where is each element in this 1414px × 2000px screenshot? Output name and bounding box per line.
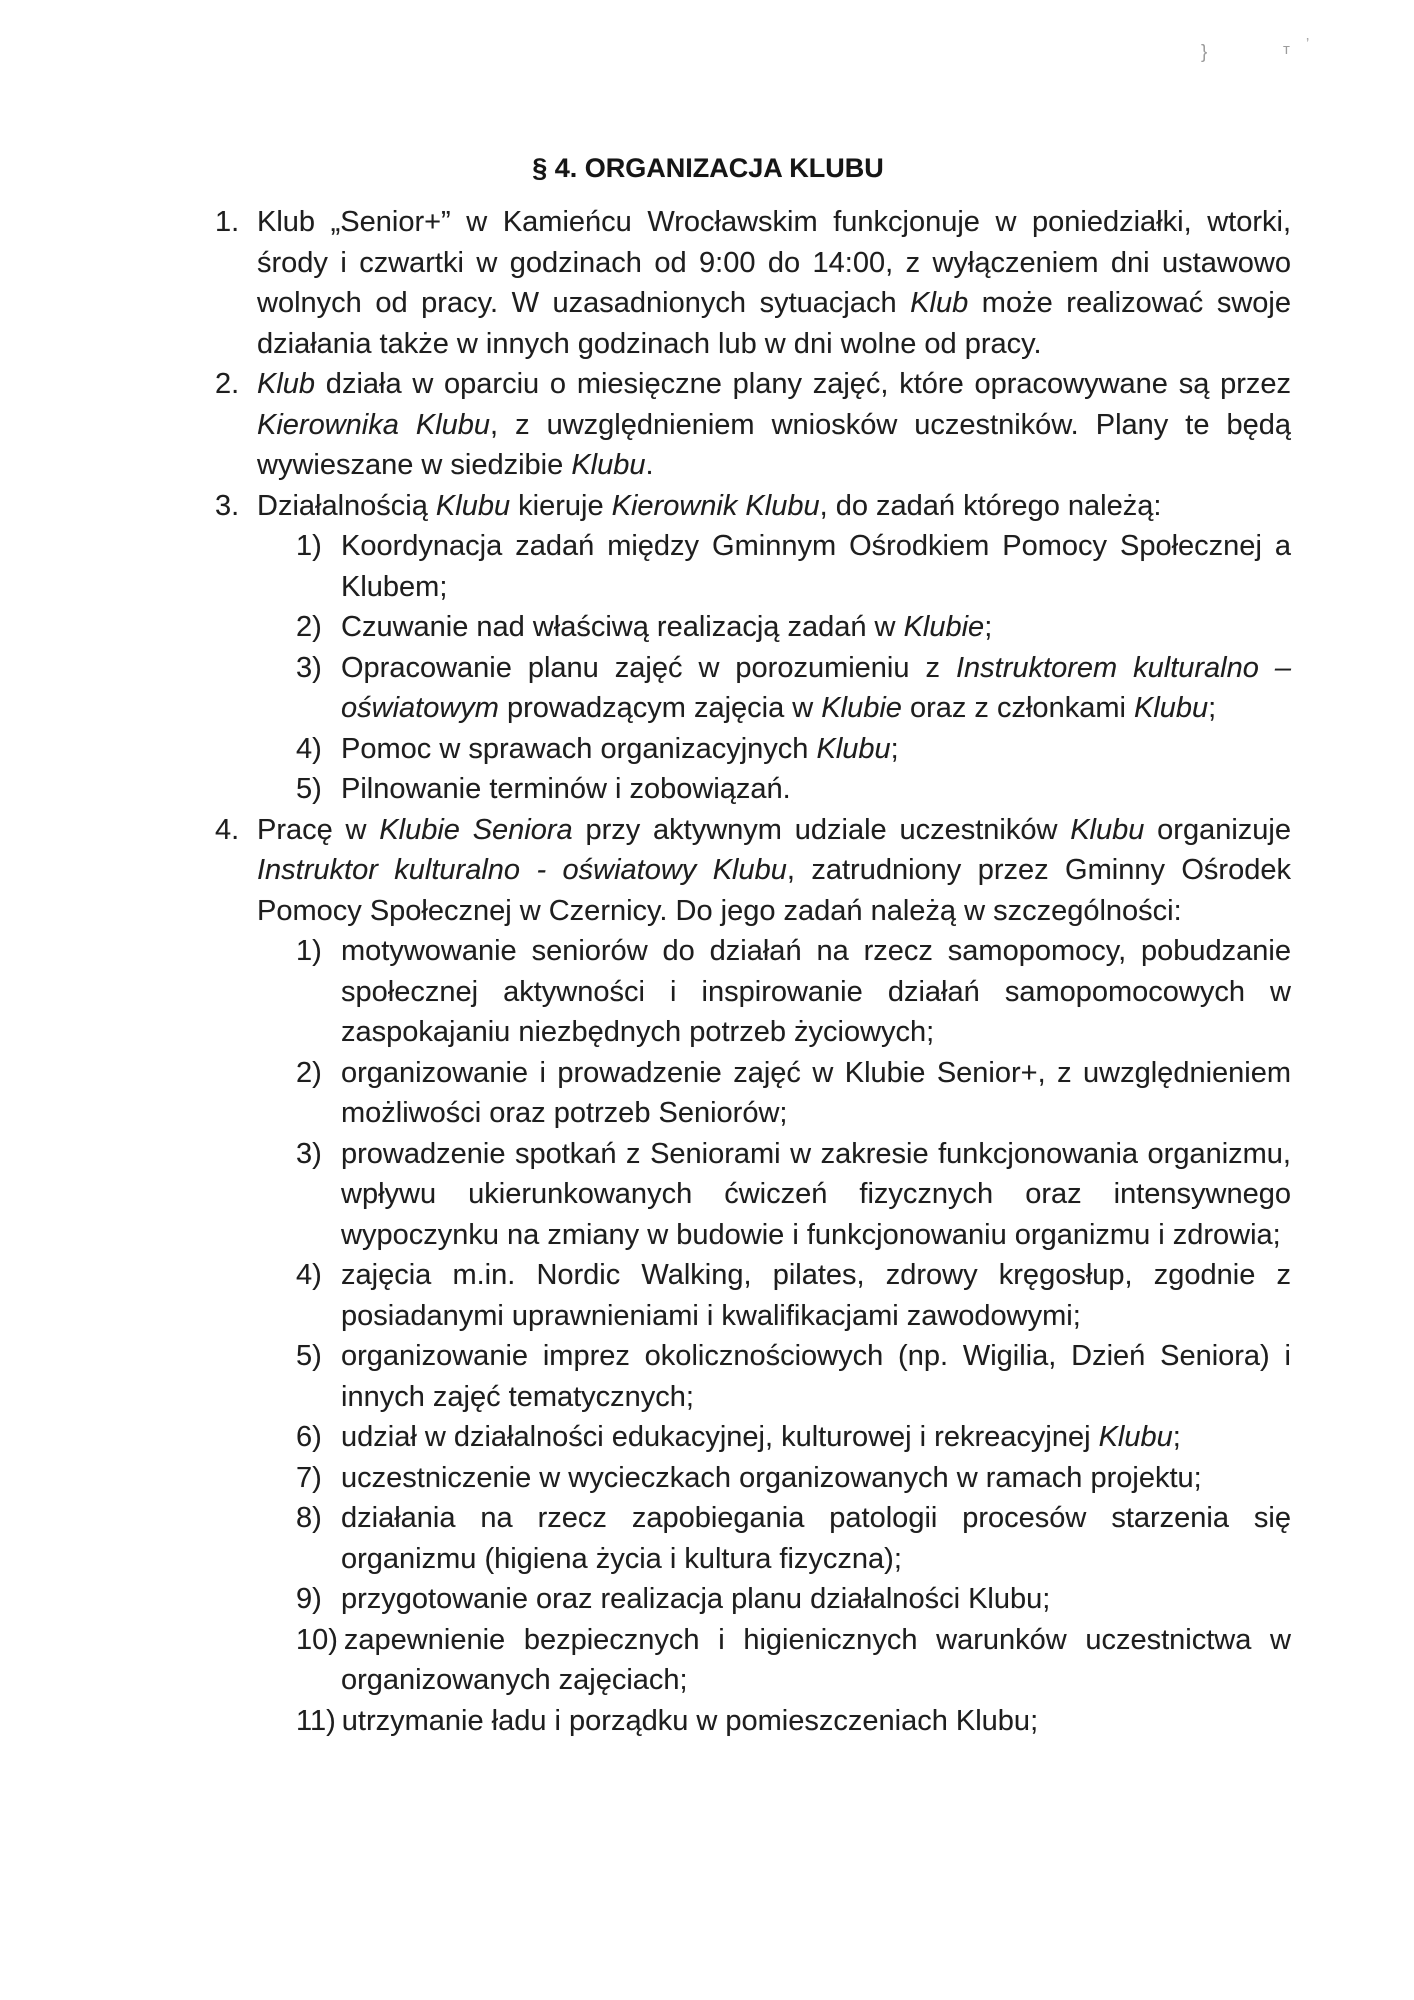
section-heading: § 4. ORGANIZACJA KLUBU xyxy=(532,153,884,183)
item-number: 3. xyxy=(215,489,240,522)
text-run: działa w oparciu o miesięczne plany zajęć, które opracowywane są przez xyxy=(315,368,1291,400)
text-run: przygotowanie oraz realizacja planu działalności Klubu; xyxy=(341,1583,1051,1615)
sub-list-item xyxy=(215,1417,1291,1458)
text-run: Klub „Senior+” w Kamieńcu Wrocławskim funkcjonuje w poniedziałki, wtorki, środy i czwartki w godzinach od 9:00 do 14:00, z wyłączeniem dni ustawowo wolnych od pracy. W uzasadnionych sytuacjach xyxy=(257,206,1291,319)
subitem-number: 9) xyxy=(296,1583,322,1615)
subitem-number: 3) xyxy=(296,651,322,684)
list-item-text xyxy=(215,364,1291,486)
text-run: , z uwzględnieniem wniosków uczestników. Plany te będą wywieszane w siedzibie xyxy=(257,408,1291,481)
list-item xyxy=(215,810,1291,1742)
text-run: Instruktor kulturalno - oświatowy Klubu xyxy=(257,854,787,886)
document-content xyxy=(215,148,1291,1741)
text-run: Klub xyxy=(910,287,969,319)
text-run: organizuje xyxy=(1144,813,1291,846)
text-run: Czuwanie nad właściwą realizacją zadań w xyxy=(341,611,904,643)
text-run: Kierownik Klubu xyxy=(611,489,820,522)
text-run: Działalnością xyxy=(257,489,436,522)
subitem-number: 5) xyxy=(296,1340,322,1372)
sub-list-item xyxy=(215,769,1291,810)
text-run: utrzymanie ładu i porządku w pomieszczeniach Klubu; xyxy=(341,1704,1039,1737)
text-run: działania na rzecz zapobiegania patologii procesów starzenia się organizmu (higiena życia i kultura fizyczna); xyxy=(341,1502,1291,1575)
text-run: Pracę w xyxy=(257,813,380,846)
numbered-list xyxy=(215,202,1291,1741)
sub-list-item xyxy=(215,729,1291,770)
text-run: . xyxy=(645,449,654,481)
list-item xyxy=(215,364,1291,486)
text-run: Pomoc w sprawach organizacyjnych xyxy=(341,732,817,765)
list-item-text xyxy=(215,486,1291,527)
sub-list-item xyxy=(215,1134,1291,1256)
text-run: Kierownika Klubu xyxy=(257,408,491,441)
subitem-number: 7) xyxy=(296,1461,322,1494)
list-item xyxy=(215,202,1291,364)
subitem-number: 11) xyxy=(296,1704,336,1737)
subitem-number: 5) xyxy=(296,773,322,805)
text-run: Klubu xyxy=(571,449,646,481)
sub-list-item xyxy=(215,526,1291,607)
sub-list-item xyxy=(215,1701,1291,1742)
text-run: Klubu xyxy=(816,732,891,765)
text-run: Klubie Seniora xyxy=(379,813,573,846)
subitem-number: 1) xyxy=(296,935,322,967)
text-run: zapewnienie bezpiecznych i higienicznych warunków uczestnictwa w organizowanych zajęciach; xyxy=(341,1623,1291,1696)
text-run: Klubu xyxy=(1070,813,1145,846)
subitem-number: 4) xyxy=(296,732,322,765)
sub-list-item xyxy=(215,1579,1291,1620)
subitem-number: 4) xyxy=(296,1259,322,1291)
sub-list-item xyxy=(215,648,1291,729)
sub-list-item xyxy=(215,1255,1291,1336)
subitem-number: 2) xyxy=(296,1056,322,1089)
text-run: może realizować swoje działania także w innych godzinach lub w dni wolne od pracy. xyxy=(257,287,1292,360)
text-run: Opracowanie planu zajęć w porozumieniu z xyxy=(341,651,956,684)
text-run: Klubu xyxy=(435,489,511,522)
sub-list xyxy=(215,931,1291,1741)
text-run: , zatrudniony przez Gminny Ośrodek Pomocy Społecznej w Czernicy. Do jego zadań należą w szczególności: xyxy=(257,854,1291,927)
sub-list-item xyxy=(215,1620,1291,1701)
sub-list-item xyxy=(215,1498,1291,1579)
text-run: Klub xyxy=(257,368,316,400)
sub-list-item xyxy=(215,607,1291,648)
text-run: prowadzenie spotkań z Seniorami w zakresie funkcjonowania organizmu, wpływu ukierunkowanych ćwiczeń fizycznych oraz intensywnego wypoczynku na zmiany w budowie i funkcjonowaniu organizmu i zdrowia; xyxy=(341,1137,1291,1251)
sub-list-item xyxy=(215,931,1291,1053)
sub-list-item xyxy=(215,1336,1291,1417)
subitem-number: 2) xyxy=(296,611,322,643)
text-run: Klubu xyxy=(1133,692,1209,724)
item-number: 1. xyxy=(215,206,240,238)
list-item xyxy=(215,486,1291,810)
text-run: oraz z członkami xyxy=(901,692,1134,724)
scan-artifact: ʼ xyxy=(1306,36,1310,53)
text-run: przy aktywnym udziale uczestników xyxy=(572,813,1071,846)
sub-list-item xyxy=(215,1053,1291,1134)
item-number: 4. xyxy=(215,813,240,846)
text-run: prowadzącym zajęcia w xyxy=(498,692,822,724)
subitem-number: 1) xyxy=(296,530,322,562)
text-run: udział w działalności edukacyjnej, kulturowej i rekreacyjnej xyxy=(341,1421,1099,1453)
text-run: Klubie xyxy=(821,692,902,724)
text-run: Koordynacja zadań między Gminnym Ośrodkiem Pomocy Społecznej a Klubem; xyxy=(341,530,1291,603)
text-run: Klubu xyxy=(1098,1421,1173,1453)
text-run: ; xyxy=(1208,692,1217,724)
list-item-text xyxy=(215,810,1291,932)
text-run: Pilnowanie terminów i zobowiązań. xyxy=(341,773,791,805)
text-run: zajęcia m.in. Nordic Walking, pilates, zdrowy kręgosłup, zgodnie z posiadanymi uprawnieniami i kwalifikacjami zawodowymi; xyxy=(341,1259,1291,1332)
text-run: organizowanie i prowadzenie zajęć w Klubie Senior+, z uwzględnieniem możliwości oraz potrzeb Seniorów; xyxy=(341,1056,1291,1129)
text-run: Klubie xyxy=(903,611,985,643)
text-run: organizowanie imprez okolicznościowych (np. Wigilia, Dzień Seniora) i innych zajęć tematycznych; xyxy=(341,1340,1291,1413)
subitem-number: 3) xyxy=(296,1137,322,1170)
subitem-number: 8) xyxy=(296,1502,322,1534)
subitem-number: 6) xyxy=(296,1421,322,1453)
item-number: 2. xyxy=(215,368,240,400)
text-run: ; xyxy=(890,732,899,765)
subitem-number: 10) xyxy=(296,1623,338,1656)
text-run: Instruktorem kulturalno – oświatowym xyxy=(341,651,1291,724)
text-run: , do zadań którego należą: xyxy=(819,489,1162,522)
scan-artifact: т xyxy=(1283,41,1290,58)
text-run: kieruje xyxy=(510,489,612,522)
list-item-text xyxy=(215,202,1291,364)
sub-list xyxy=(215,526,1291,810)
text-run: ; xyxy=(984,611,993,643)
sub-list-item xyxy=(215,1458,1291,1499)
text-run: uczestniczenie w wycieczkach organizowanych w ramach projektu; xyxy=(341,1461,1202,1494)
text-run: ; xyxy=(1172,1421,1181,1453)
text-run: motywowanie seniorów do działań na rzecz samopomocy, pobudzanie społecznej aktywności i inspirowanie działań samopomocowych w zaspokajaniu niezbędnych potrzeb życiowych; xyxy=(341,935,1291,1048)
scan-artifact: } xyxy=(1201,42,1208,63)
